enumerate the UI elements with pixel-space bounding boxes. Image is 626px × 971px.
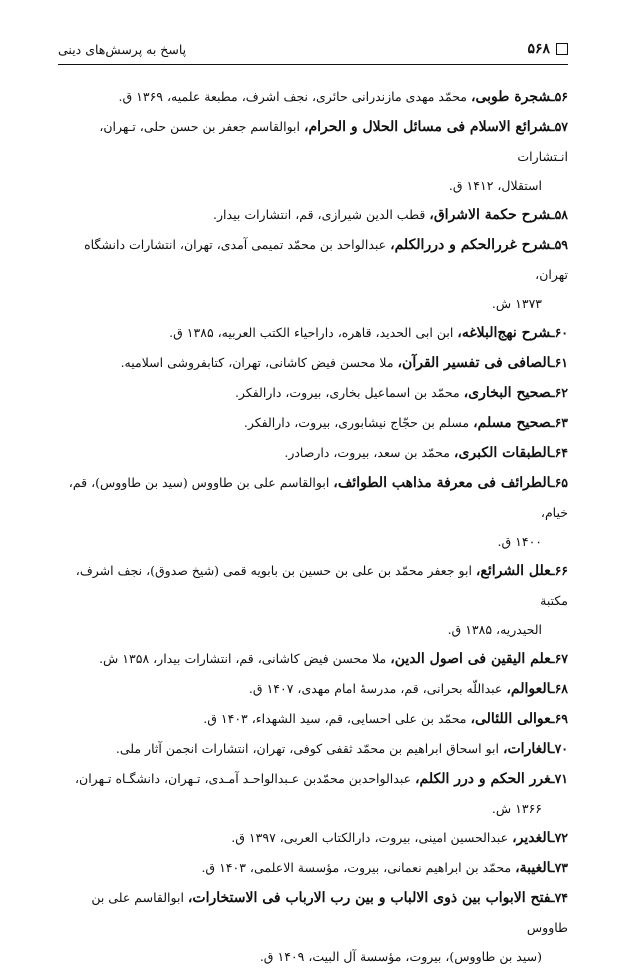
reference-number: ۶۹ـ [550, 711, 568, 726]
reference-details: عبدالحسین امینی، بیروت، دارالکتاب العربی، ۱۳۹۷ ق. [231, 830, 513, 845]
reference-details: محمّد بن اسماعیل بخاری، بیروت، دارالفکر. [234, 385, 464, 400]
reference-details: مسلم بن حجّاج نیشابوری، بیروت، دارالفکر. [243, 415, 474, 430]
reference-entry [58, 348, 568, 378]
reference-entry [58, 82, 568, 112]
reference-title: غرر الحکم و درر الکلم، [415, 771, 551, 787]
reference-entry [58, 704, 568, 734]
reference-number: ۵۸ـ [550, 207, 568, 222]
reference-number: ۵۹ـ [550, 237, 568, 252]
reference-continuation: ۱۴۰۰ ق. [497, 534, 542, 549]
reference-title: علم الیقین فی اصول الدین، [390, 651, 551, 667]
reference-details: عبداللّه بحرانی، قم، مدرسهٔ امام مهدی، ۱۴۰۷ ق. [248, 681, 507, 696]
reference-title: شرح حکمة الاشراق، [429, 207, 551, 223]
reference-number: ۶۸ـ [550, 681, 568, 696]
reference-title: صحیح البخاری، [463, 385, 551, 401]
reference-number: ۶۳ـ [550, 415, 568, 430]
reference-details: ابوالقاسم علی بن طاووس [91, 890, 568, 935]
reference-title: العوالم، [506, 681, 551, 697]
reference-number: ۶۶ـ [550, 563, 568, 578]
reference-continuation: (سید بن طاووس)، بیروت، مؤسسة آل البیت، ۱۴۰۹ ق. [259, 949, 542, 964]
reference-title: الصافی فی تفسیر القرآن، [397, 355, 551, 371]
reference-title: الطبقات الکبری، [453, 445, 551, 461]
reference-entry [58, 438, 568, 468]
reference-details: ابوالقاسم جعفر بن حسن حلی، تـهران، انـتشارات [99, 119, 568, 164]
header-divider [58, 64, 568, 65]
reference-title: الغارات، [502, 741, 551, 757]
reference-entry [58, 883, 568, 971]
reference-number: ۶۲ـ [550, 385, 568, 400]
reference-number: ۶۷ـ [550, 651, 568, 666]
bibliography-list [58, 82, 568, 971]
reference-entry [58, 318, 568, 348]
reference-number: ۶۰ـ [550, 325, 568, 340]
reference-entry [58, 674, 568, 704]
reference-details: عبدالواحد بن محمّد تمیمی آمدی، تهران، انتشارات دانشگاه تهران، [84, 237, 568, 282]
reference-continuation: ۱۳۷۳ ش. [491, 296, 542, 311]
reference-details: محمّد بن ابراهیم نعمانی، بیروت، مؤسسة الاعلمی، ۱۴۰۳ ق. [201, 860, 516, 875]
reference-entry [58, 468, 568, 556]
running-title: پاسخ به پرسش‌های دینی [58, 41, 187, 57]
reference-details: محمّد مهدی مازندرانی حائری، نجف اشرف، مطبعة علمیه، ۱۳۶۹ ق. [118, 89, 471, 104]
reference-title: شرائع الاسلام فی مسائل الحلال و الحرام، [303, 119, 551, 135]
reference-entry [58, 823, 568, 853]
reference-title: الطرائف فی معرفة مذاهب الطوائف، [333, 475, 551, 491]
reference-title: عوالی اللئالی، [470, 711, 551, 727]
reference-details: ابوالقاسم علی بن طاووس (سید بن طاووس)، قم، خیام، [68, 475, 568, 520]
reference-entry [58, 112, 568, 200]
reference-entry [58, 200, 568, 230]
reference-continuation: الحیدریه، ۱۳۸۵ ق. [447, 622, 542, 637]
reference-title: شرح غررالحکم و دررالکلم، [390, 237, 551, 253]
reference-entry [58, 644, 568, 674]
reference-entry [58, 764, 568, 823]
reference-number: ۷۱ـ [550, 771, 568, 786]
reference-continuation: ۱۳۶۶ ش. [491, 801, 542, 816]
reference-number: ۶۴ـ [550, 445, 568, 460]
reference-details: ابو جعفر محمّد بن علی بن حسین بن بابویه قمی (شیخ صدوق)، نجف اشرف، مکتبة [75, 563, 568, 608]
reference-entry [58, 408, 568, 438]
reference-entry [58, 378, 568, 408]
reference-title: شرح نهج‌البلاغه، [457, 325, 551, 341]
reference-details: محمّد بن علی احسایی، قم، سید الشهداء، ۱۴۰۳ ق. [203, 711, 471, 726]
reference-title: شجرة طوبی، [470, 89, 551, 105]
square-bullet-icon [556, 43, 568, 55]
reference-title: الغدیر، [512, 830, 551, 846]
reference-details: ابو اسحاق ابراهیم بن محمّد ثقفی کوفی، تهران، انتشارات انجمن آثار ملی. [115, 741, 503, 756]
page-header [58, 36, 568, 62]
reference-entry [58, 734, 568, 764]
reference-details: ملا محسن فیض کاشانی، تهران، کتابفروشی اسلامیه. [120, 355, 398, 370]
reference-number: ۷۳ـ [550, 860, 568, 875]
reference-details: قطب الدین شیرازی، قم، انتشارات بیدار. [213, 207, 430, 222]
reference-entry [58, 853, 568, 883]
page-number-group [527, 41, 568, 57]
reference-title: صحیح مسلم، [473, 415, 551, 431]
reference-details: عبدالواحدبن محمّدبن عـبدالواحـد آمـدی، تـهران، دانشگـاه تـهران، [74, 771, 416, 786]
reference-number: ۵۶ـ [550, 89, 568, 104]
reference-number: ۶۵ـ [550, 475, 568, 490]
reference-details: محمّد بن سعد، بیروت، دارصادر. [284, 445, 454, 460]
reference-title: فتح الابواب بین ذوی الالباب و بین رب الارباب فی الاستخارات، [187, 890, 551, 906]
reference-details: ملا محسن فیض کاشانی، قم، انتشارات بیدار، ۱۳۵۸ ش. [99, 651, 391, 666]
reference-number: ۷۴ـ [550, 890, 568, 905]
reference-continuation: استقلال، ۱۴۱۲ ق. [448, 178, 542, 193]
reference-number: ۷۲ـ [550, 830, 568, 845]
reference-number: ۵۷ـ [550, 119, 568, 134]
reference-title: الغیبة، [515, 860, 551, 876]
reference-number: ۶۱ـ [550, 355, 568, 370]
reference-title: علل الشرائع، [475, 563, 551, 579]
reference-entry [58, 230, 568, 318]
page-number: ۵۶۸ [527, 41, 550, 57]
reference-entry [58, 556, 568, 644]
reference-number: ۷۰ـ [550, 741, 568, 756]
reference-details: ابن ابی الحدید، قاهره، داراحیاء الکتب العربیه، ۱۳۸۵ ق. [169, 325, 458, 340]
